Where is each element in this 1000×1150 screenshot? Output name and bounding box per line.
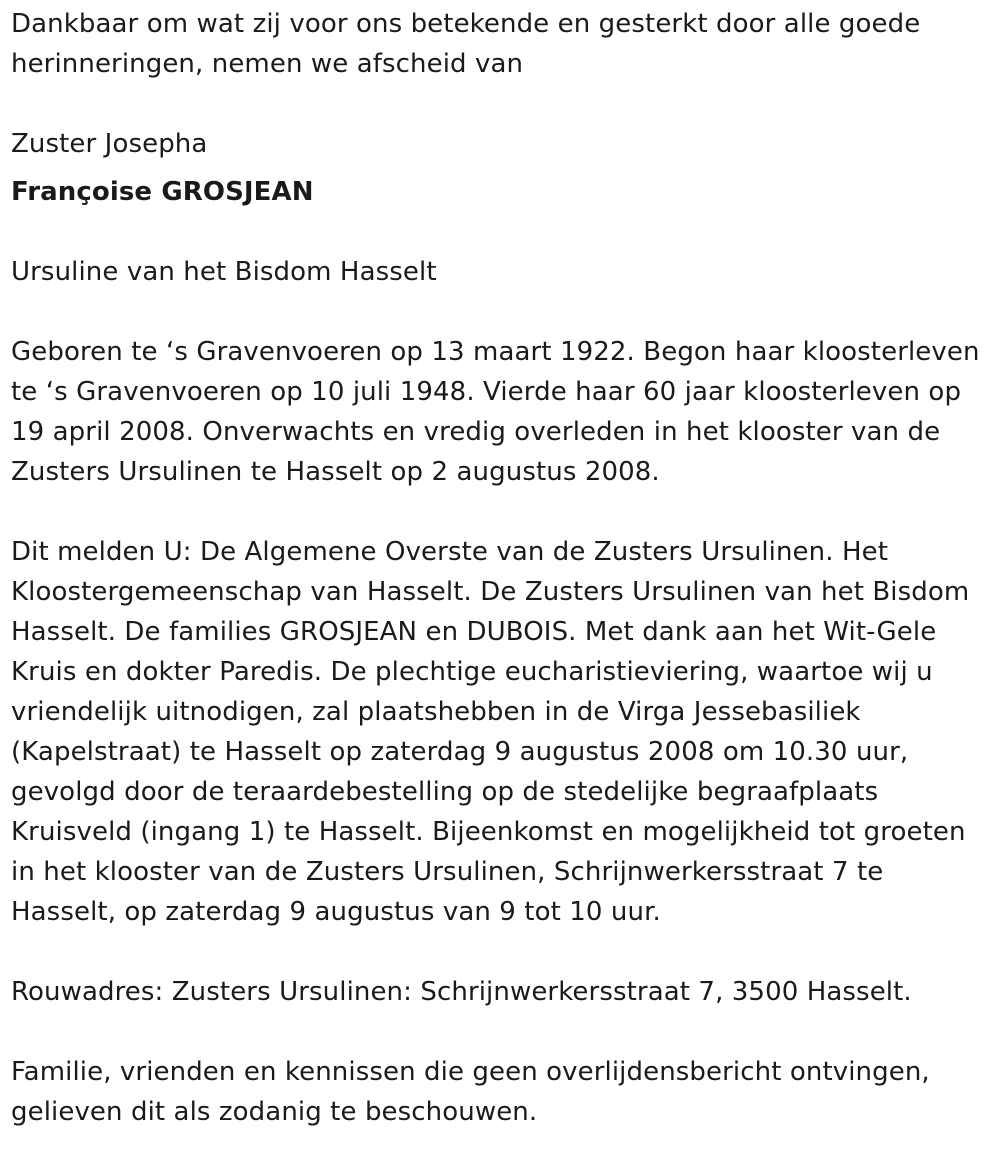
religious-name: Zuster Josepha bbox=[11, 129, 208, 159]
closing-line: Familie, vrienden en kennissen die geen overlijdensbericht ontvingen, bbox=[11, 1057, 930, 1087]
biography-line: te ‘s Gravenvoeren op 10 juli 1948. Vierde haar 60 jaar kloosterleven op bbox=[11, 377, 962, 407]
announcement-line: Kloostergemeenschap van Hasselt. De Zusters Ursulinen van het Bisdom bbox=[11, 577, 970, 607]
announcement-line: in het klooster van de Zusters Ursulinen, Schrijnwerkersstraat 7 te bbox=[11, 857, 884, 887]
biography-line: Zusters Ursulinen te Hasselt op 2 augustus 2008. bbox=[11, 457, 660, 487]
closing-line: gelieven dit als zodanig te beschouwen. bbox=[11, 1097, 538, 1127]
biography-line: Geboren te ‘s Gravenvoeren op 13 maart 1922. Begon haar kloosterleven bbox=[11, 337, 980, 367]
announcement-line: Dit melden U: De Algemene Overste van de Zusters Ursulinen. Het bbox=[11, 537, 889, 567]
closing-paragraph bbox=[11, 1052, 988, 1132]
announcement-line: vriendelijk uitnodigen, zal plaatshebben in de Virga Jessebasiliek bbox=[11, 697, 861, 727]
biography-line: 19 april 2008. Onverwachts en vredig overleden in het klooster van de bbox=[11, 417, 941, 447]
biography-paragraph bbox=[11, 332, 988, 492]
announcement-line: Hasselt. De families GROSJEAN en DUBOIS. Met dank aan het Wit-Gele bbox=[11, 617, 937, 647]
mourning-address: Rouwadres: Zusters Ursulinen: Schrijnwerkersstraat 7, 3500 Hasselt. bbox=[11, 977, 912, 1007]
religious-order: Ursuline van het Bisdom Hasselt bbox=[11, 257, 437, 287]
announcement-line: (Kapelstraat) te Hasselt op zaterdag 9 augustus 2008 om 10.30 uur, bbox=[11, 737, 909, 767]
announcement-line: Kruisveld (ingang 1) te Hasselt. Bijeenkomst en mogelijkheid tot groeten bbox=[11, 817, 966, 847]
deceased-full-name: Françoise GROSJEAN bbox=[11, 177, 314, 207]
intro-line: herinneringen, nemen we afscheid van bbox=[11, 49, 524, 79]
announcement-line: gevolgd door de teraardebestelling op de stedelijke begraafplaats bbox=[11, 777, 879, 807]
announcement-line: Hasselt, op zaterdag 9 augustus van 9 tot 10 uur. bbox=[11, 897, 661, 927]
announcement-paragraph bbox=[11, 532, 988, 932]
intro-paragraph bbox=[11, 4, 988, 84]
announcement-line: Kruis en dokter Paredis. De plechtige eucharistieviering, waartoe wij u bbox=[11, 657, 933, 687]
intro-line: Dankbaar om wat zij voor ons betekende en gesterkt door alle goede bbox=[11, 9, 921, 39]
